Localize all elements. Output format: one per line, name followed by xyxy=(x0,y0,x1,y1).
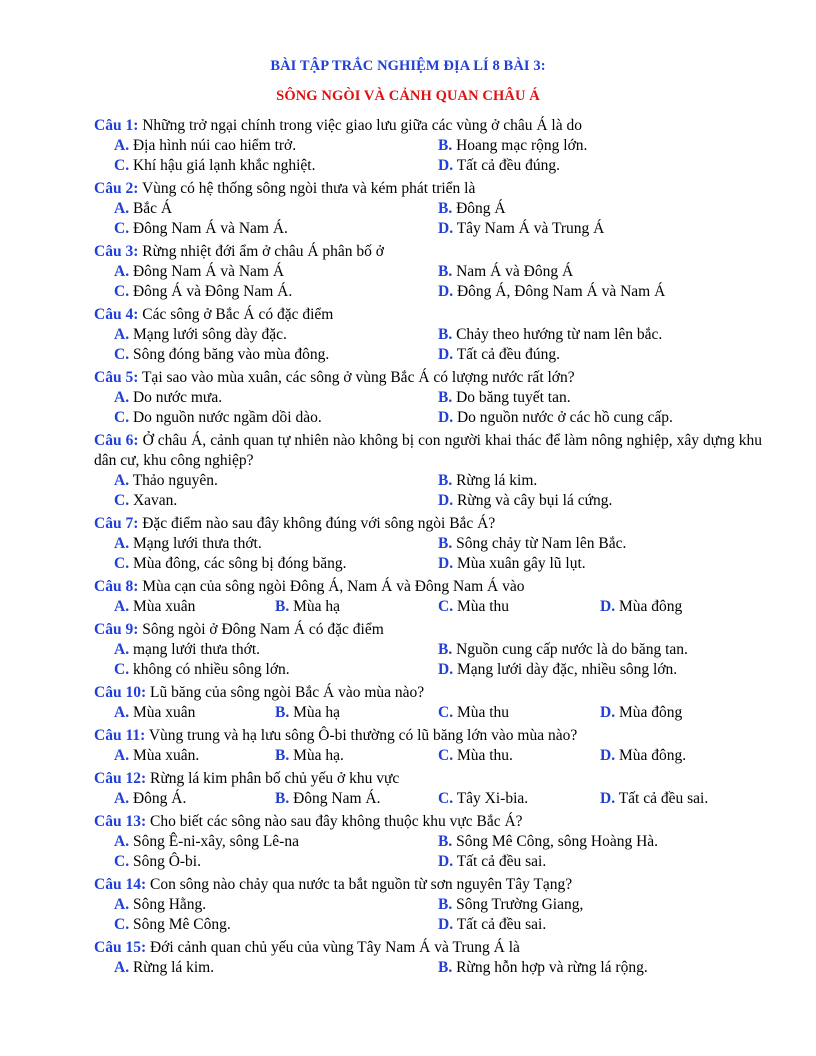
option-text: Nguồn cung cấp nước là do băng tan. xyxy=(456,641,688,658)
answer-option xyxy=(114,262,438,282)
answer-option xyxy=(114,345,438,365)
option-letter: A. xyxy=(114,833,130,850)
option-text: Tất cả đều đúng. xyxy=(456,157,560,174)
document-title: BÀI TẬP TRẮC NGHIỆM ĐỊA LÍ 8 BÀI 3: xyxy=(270,58,546,74)
option-text: Đông Nam Á. xyxy=(293,790,381,807)
question-text: Mùa cạn của sông ngòi Đông Á, Nam Á và Đông Nam Á vào xyxy=(142,578,525,595)
option-text: Sông đóng băng vào mùa đông. xyxy=(132,346,330,363)
option-letter: A. xyxy=(114,472,130,489)
option-text: Mùa xuân xyxy=(132,704,196,721)
question-text: Rừng nhiệt đới ẩm ở châu Á phân bố ở xyxy=(142,243,385,260)
answer-option xyxy=(114,852,438,872)
answer-option xyxy=(600,789,740,809)
answer-option xyxy=(438,282,762,302)
option-letter: B. xyxy=(275,790,290,807)
option-text: Đông Á. xyxy=(132,790,187,807)
question-stem xyxy=(94,431,762,471)
answer-option xyxy=(114,199,438,219)
answer-option xyxy=(114,554,438,574)
option-letter: C. xyxy=(438,704,454,721)
option-text: mạng lưới thưa thớt. xyxy=(132,641,260,658)
option-text: Mùa thu xyxy=(456,704,510,721)
answer-option xyxy=(114,660,438,680)
option-text: Đông Nam Á và Nam Á. xyxy=(132,220,288,237)
question-text: Sông ngòi ở Đông Nam Á có đặc điểm xyxy=(142,621,384,638)
option-text: Sông Ô-bi. xyxy=(132,853,201,870)
option-text: Thảo nguyên. xyxy=(132,472,218,489)
option-text: Bắc Á xyxy=(132,200,173,217)
question-number: Câu 5: xyxy=(94,369,139,386)
answer-option xyxy=(438,408,762,428)
question-stem xyxy=(94,726,762,746)
option-letter: B. xyxy=(438,200,453,217)
option-text: Địa hình núi cao hiểm trở. xyxy=(132,137,297,154)
option-text: Tất cả đều sai. xyxy=(456,916,547,933)
option-row xyxy=(94,958,762,978)
option-text: Mùa đông xyxy=(618,598,683,615)
option-letter: B. xyxy=(438,641,453,658)
option-text: Tây Xi-bia. xyxy=(456,790,529,807)
question-stem xyxy=(94,242,762,262)
question-item xyxy=(94,368,762,428)
answer-option xyxy=(275,597,438,617)
option-letter: B. xyxy=(438,263,453,280)
answer-option xyxy=(438,660,762,680)
answer-option xyxy=(114,219,438,239)
answer-option xyxy=(438,895,762,915)
option-row xyxy=(94,345,762,365)
option-letter: B. xyxy=(438,472,453,489)
option-letter: C. xyxy=(114,220,130,237)
option-row xyxy=(94,746,762,766)
option-text: Mạng lưới dày đặc, nhiều sông lớn. xyxy=(456,661,678,678)
question-number: Câu 2: xyxy=(94,180,139,197)
option-letter: C. xyxy=(114,283,130,300)
question-text: Đặc điểm nào sau đây không đúng với sông ngòi Bắc Á? xyxy=(142,515,496,532)
answer-option xyxy=(438,491,762,511)
question-number: Câu 13: xyxy=(94,813,147,830)
option-text: Sông Hằng. xyxy=(132,896,207,913)
option-text: Mùa đông xyxy=(618,704,683,721)
question-item xyxy=(94,431,762,511)
option-text: không có nhiều sông lớn. xyxy=(132,661,290,678)
option-text: Hoang mạc rộng lớn. xyxy=(456,137,588,154)
option-text: Mùa hạ. xyxy=(293,747,344,764)
option-letter: A. xyxy=(114,263,130,280)
option-letter: B. xyxy=(438,959,453,976)
option-letter: C. xyxy=(114,661,130,678)
question-text: Tại sao vào mùa xuân, các sông ở vùng Bắc Á có lượng nước rất lớn? xyxy=(141,369,575,386)
question-stem xyxy=(94,620,762,640)
question-text: Những trở ngại chính trong việc giao lưu giữa các vùng ở châu Á là do xyxy=(142,117,582,134)
question-item xyxy=(94,812,762,872)
question-stem xyxy=(94,116,762,136)
question-text: Con sông nào chảy qua nước ta bắt nguồn từ sơn nguyên Tây Tạng? xyxy=(149,876,573,893)
option-letter: D. xyxy=(600,704,616,721)
option-row xyxy=(94,915,762,935)
option-letter: B. xyxy=(438,389,453,406)
answer-option xyxy=(438,345,762,365)
question-item xyxy=(94,726,762,766)
option-text: Mạng lưới thưa thớt. xyxy=(132,535,262,552)
question-item xyxy=(94,620,762,680)
option-letter: D. xyxy=(438,346,454,363)
question-number: Câu 15: xyxy=(94,939,147,956)
answer-option xyxy=(438,262,762,282)
option-letter: C. xyxy=(114,853,130,870)
option-row xyxy=(94,388,762,408)
option-letter: B. xyxy=(438,535,453,552)
option-letter: A. xyxy=(114,598,130,615)
answer-option xyxy=(438,832,762,852)
answer-option xyxy=(600,746,740,766)
option-text: Mùa xuân. xyxy=(132,747,200,764)
question-item xyxy=(94,116,762,176)
option-letter: D. xyxy=(438,220,454,237)
option-text: Chảy theo hướng từ nam lên bắc. xyxy=(456,326,663,343)
answer-option xyxy=(275,789,438,809)
answer-option xyxy=(114,640,438,660)
question-number: Câu 3: xyxy=(94,243,139,260)
option-text: Mạng lưới sông dày đặc. xyxy=(132,326,287,343)
option-letter: A. xyxy=(114,326,130,343)
option-letter: A. xyxy=(114,790,130,807)
answer-option xyxy=(114,915,438,935)
question-item xyxy=(94,769,762,809)
answer-option xyxy=(114,789,275,809)
answer-option xyxy=(438,219,762,239)
question-item xyxy=(94,179,762,239)
option-row xyxy=(94,408,762,428)
option-text: Tây Nam Á và Trung Á xyxy=(456,220,605,237)
option-letter: A. xyxy=(114,747,130,764)
option-text: Rừng lá kim. xyxy=(456,472,538,489)
question-text: Cho biết các sông nào sau đây không thuộc khu vực Bắc Á? xyxy=(149,813,523,830)
option-text: Sông Mê Công, sông Hoàng Hà. xyxy=(456,833,659,850)
question-number: Câu 12: xyxy=(94,770,147,787)
option-text: Do nguồn nước ở các hồ cung cấp. xyxy=(456,409,673,426)
option-text: Rừng và cây bụi lá cứng. xyxy=(456,492,613,509)
question-item xyxy=(94,514,762,574)
option-letter: D. xyxy=(600,598,616,615)
answer-option xyxy=(114,597,275,617)
answer-option xyxy=(114,156,438,176)
option-letter: D. xyxy=(438,157,454,174)
option-letter: B. xyxy=(438,833,453,850)
option-letter: D. xyxy=(438,916,454,933)
question-stem xyxy=(94,938,762,958)
question-list xyxy=(94,116,762,978)
answer-option xyxy=(600,703,740,723)
option-letter: C. xyxy=(114,916,130,933)
option-letter: D. xyxy=(438,661,454,678)
option-text: Mùa hạ xyxy=(293,598,341,615)
option-text: Tất cả đều đúng. xyxy=(456,346,560,363)
question-text: Đới cảnh quan chủ yếu của vùng Tây Nam Á và Trung Á là xyxy=(149,939,520,956)
option-row xyxy=(94,832,762,852)
option-row xyxy=(94,325,762,345)
question-stem xyxy=(94,769,762,789)
document-subtitle: SÔNG NGÒI VÀ CẢNH QUAN CHÂU Á xyxy=(276,88,540,104)
question-number: Câu 14: xyxy=(94,876,147,893)
option-text: Do băng tuyết tan. xyxy=(456,389,571,406)
option-letter: C. xyxy=(438,598,454,615)
answer-option xyxy=(438,597,600,617)
question-stem xyxy=(94,683,762,703)
option-row xyxy=(94,156,762,176)
option-row xyxy=(94,534,762,554)
option-letter: B. xyxy=(275,598,290,615)
option-row xyxy=(94,282,762,302)
answer-option xyxy=(114,471,438,491)
option-letter: C. xyxy=(114,346,130,363)
answer-option xyxy=(438,471,762,491)
answer-option xyxy=(114,534,438,554)
option-text: Sông Ê-ni-xây, sông Lê-na xyxy=(132,833,299,850)
question-stem xyxy=(94,179,762,199)
option-text: Mùa xuân gây lũ lụt. xyxy=(456,555,586,572)
option-row xyxy=(94,660,762,680)
option-row xyxy=(94,136,762,156)
answer-option xyxy=(438,640,762,660)
question-text: Vùng trung và hạ lưu sông Ô-bi thường có lũ băng lớn vào mùa nào? xyxy=(148,727,578,744)
option-text: Rừng lá kim. xyxy=(132,959,215,976)
option-letter: B. xyxy=(275,704,290,721)
option-text: Do nguồn nước ngầm dồi dào. xyxy=(132,409,322,426)
answer-option xyxy=(438,199,762,219)
answer-option xyxy=(114,388,438,408)
option-letter: C. xyxy=(114,157,130,174)
option-row xyxy=(94,895,762,915)
option-letter: D. xyxy=(438,555,454,572)
option-letter: B. xyxy=(438,896,453,913)
option-row xyxy=(94,491,762,511)
question-stem xyxy=(94,305,762,325)
option-row xyxy=(94,262,762,282)
answer-option xyxy=(438,958,762,978)
option-row xyxy=(94,199,762,219)
option-row xyxy=(94,640,762,660)
answer-option xyxy=(114,895,438,915)
option-letter: A. xyxy=(114,704,130,721)
option-letter: D. xyxy=(600,790,616,807)
answer-option xyxy=(438,789,600,809)
option-text: Mùa đông. xyxy=(618,747,687,764)
answer-option xyxy=(114,136,438,156)
answer-option xyxy=(114,832,438,852)
option-text: Do nước mưa. xyxy=(132,389,223,406)
answer-option xyxy=(114,746,275,766)
option-text: Sông Mê Công. xyxy=(132,916,231,933)
answer-option xyxy=(438,156,762,176)
question-text: Ở châu Á, cảnh quan tự nhiên nào không bị con người khai thác để làm nông nghiệp, xây dựng khu dân cư, khu công nghiệp? xyxy=(94,432,762,469)
answer-option xyxy=(438,554,762,574)
option-text: Sông Trường Giang, xyxy=(456,896,584,913)
option-letter: C. xyxy=(438,747,454,764)
option-letter: B. xyxy=(438,326,453,343)
answer-option xyxy=(438,852,762,872)
answer-option xyxy=(438,915,762,935)
answer-option xyxy=(438,534,762,554)
answer-option xyxy=(114,491,438,511)
option-row xyxy=(94,219,762,239)
option-text: Khí hậu giá lạnh khắc nghiệt. xyxy=(132,157,316,174)
option-text: Tất cả đều sai. xyxy=(618,790,709,807)
question-text: Các sông ở Bắc Á có đặc điểm xyxy=(142,306,334,323)
question-stem xyxy=(94,514,762,534)
option-row xyxy=(94,703,762,723)
option-text: Mùa đông, các sông bị đóng băng. xyxy=(132,555,347,572)
option-text: Tất cả đều sai. xyxy=(456,853,547,870)
answer-option xyxy=(275,703,438,723)
option-text: Đông Á, Đông Nam Á và Nam Á xyxy=(456,283,666,300)
option-letter: D. xyxy=(438,409,454,426)
option-row xyxy=(94,554,762,574)
option-letter: C. xyxy=(438,790,454,807)
option-letter: C. xyxy=(114,409,130,426)
question-item xyxy=(94,938,762,978)
option-text: Xavan. xyxy=(132,492,178,509)
option-text: Rừng hỗn hợp và rừng lá rộng. xyxy=(456,959,648,976)
question-item xyxy=(94,875,762,935)
option-text: Mùa xuân xyxy=(132,598,196,615)
question-number: Câu 6: xyxy=(94,432,139,449)
option-letter: A. xyxy=(114,641,130,658)
option-letter: A. xyxy=(114,535,130,552)
question-text: Vùng có hệ thống sông ngòi thưa và kém phát triển là xyxy=(141,180,476,197)
option-letter: D. xyxy=(438,283,454,300)
option-letter: B. xyxy=(438,137,453,154)
option-row xyxy=(94,597,762,617)
option-text: Đông Á và Đông Nam Á. xyxy=(132,283,293,300)
option-letter: C. xyxy=(114,492,130,509)
question-item xyxy=(94,577,762,617)
option-text: Đông Nam Á và Nam Á xyxy=(132,263,285,280)
question-text: Rừng lá kim phân bố chủ yếu ở khu vực xyxy=(149,770,400,787)
question-number: Câu 10: xyxy=(94,684,147,701)
option-text: Mùa thu xyxy=(456,598,510,615)
question-item xyxy=(94,305,762,365)
answer-option xyxy=(275,746,438,766)
option-row xyxy=(94,789,762,809)
question-stem xyxy=(94,812,762,832)
option-text: Mùa hạ xyxy=(293,704,341,721)
question-number: Câu 11: xyxy=(94,727,146,744)
option-row xyxy=(94,852,762,872)
answer-option xyxy=(114,282,438,302)
answer-option xyxy=(438,746,600,766)
option-letter: D. xyxy=(438,853,454,870)
option-text: Mùa thu. xyxy=(456,747,513,764)
answer-option xyxy=(114,408,438,428)
option-letter: A. xyxy=(114,959,130,976)
question-stem xyxy=(94,875,762,895)
answer-option xyxy=(114,958,438,978)
question-stem xyxy=(94,368,762,388)
question-number: Câu 9: xyxy=(94,621,139,638)
option-letter: A. xyxy=(114,200,130,217)
option-text: Sông chảy từ Nam lên Bắc. xyxy=(456,535,627,552)
option-row xyxy=(94,471,762,491)
option-text: Đông Á xyxy=(456,200,506,217)
question-stem xyxy=(94,577,762,597)
option-letter: D. xyxy=(438,492,454,509)
question-number: Câu 1: xyxy=(94,117,139,134)
option-letter: D. xyxy=(600,747,616,764)
option-letter: A. xyxy=(114,389,130,406)
answer-option xyxy=(114,703,275,723)
option-letter: A. xyxy=(114,896,130,913)
option-letter: B. xyxy=(275,747,290,764)
answer-option xyxy=(438,388,762,408)
option-text: Nam Á và Đông Á xyxy=(456,263,574,280)
question-item xyxy=(94,242,762,302)
option-letter: C. xyxy=(114,555,130,572)
question-number: Câu 8: xyxy=(94,578,139,595)
question-number: Câu 7: xyxy=(94,515,139,532)
answer-option xyxy=(438,325,762,345)
answer-option xyxy=(438,136,762,156)
option-letter: A. xyxy=(114,137,130,154)
question-text: Lũ băng của sông ngòi Bắc Á vào mùa nào? xyxy=(149,684,425,701)
answer-option xyxy=(438,703,600,723)
answer-option xyxy=(600,597,740,617)
question-number: Câu 4: xyxy=(94,306,139,323)
question-item xyxy=(94,683,762,723)
answer-option xyxy=(114,325,438,345)
